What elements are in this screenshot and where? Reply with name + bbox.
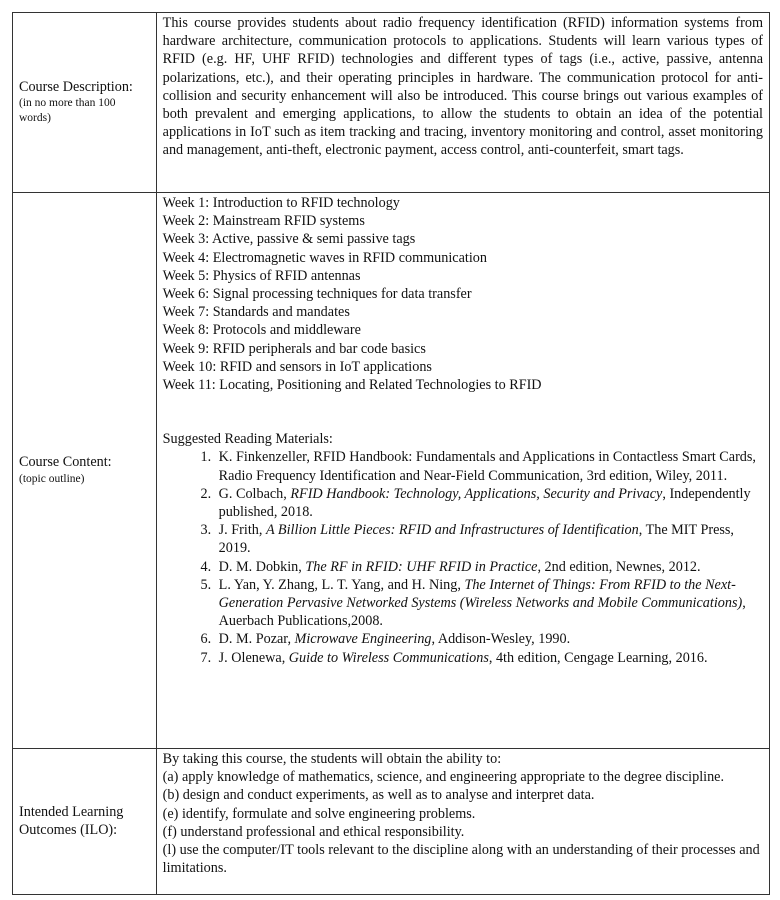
content-label-cell bbox=[13, 193, 157, 749]
content-sublabel: (topic outline) bbox=[19, 472, 85, 485]
ilo-label: Intended Learning Outcomes (ILO): bbox=[19, 803, 124, 838]
week-item: Week 4: Electromagnetic waves in RFID communication bbox=[162, 249, 487, 266]
reference-text: J. Olenewa, bbox=[218, 649, 289, 666]
ilo-item: (l) use the computer/IT tools relevant to the discipline along with an understanding of their processes and limitations. bbox=[162, 842, 760, 877]
reference-text: , 4th edition, Cengage Learning, 2016. bbox=[488, 649, 708, 666]
reference-title: Microwave Engineering bbox=[294, 631, 432, 648]
week-item: Week 6: Signal processing techniques for data transfer bbox=[162, 286, 472, 303]
reference-item bbox=[215, 448, 763, 484]
reference-text: K. Finkenzeller, RFID Handbook: Fundamentals and Applications in Contactless Smart Cards, Radio Frequency Identification and Near-Field Communication, 3rd edition, Wiley, 2011. bbox=[218, 449, 756, 484]
reference-item bbox=[215, 630, 763, 648]
week-item: Week 5: Physics of RFID antennas bbox=[162, 267, 361, 284]
reference-text: , 2nd edition, Newnes, 2012. bbox=[537, 558, 701, 575]
week-list bbox=[163, 194, 763, 394]
reference-text: , Independently published, 2018. bbox=[218, 485, 751, 521]
week-item: Week 9: RFID peripherals and bar code basics bbox=[162, 340, 426, 357]
reference-title: The Internet of Things: From RFID to the Next-Generation Pervasive Networked Systems (Wireless Networks and Mobile Communications) bbox=[218, 576, 743, 612]
description-cell bbox=[156, 13, 769, 193]
ilo-label-cell bbox=[13, 749, 157, 895]
content-cell bbox=[156, 193, 769, 749]
week-item: Week 2: Mainstream RFID systems bbox=[162, 213, 365, 230]
reading-list bbox=[163, 448, 763, 666]
description-label: Course Description: bbox=[19, 78, 133, 95]
reference-item bbox=[215, 558, 763, 576]
reference-text: , Addison-Wesley, 1990. bbox=[431, 631, 571, 648]
reference-title: Guide to Wireless Communications bbox=[288, 649, 489, 666]
reference-item bbox=[215, 485, 763, 521]
course-table bbox=[12, 12, 770, 895]
description-row bbox=[13, 13, 770, 193]
week-item: Week 8: Protocols and middleware bbox=[162, 322, 361, 339]
reference-text: L. Yan, Y. Zhang, L. T. Yang, and H. Ning, bbox=[218, 576, 465, 593]
reading-title: Suggested Reading Materials: bbox=[162, 431, 333, 448]
description-text: This course provides students about radio frequency identification (RFID) information systems from hardware architecture, communication protocols to applications. Students will learn various types of RFID (e.g. HF, UHF RFID) technologies and different types of tags (i.e., active, passive, antenna polarizations, etc.), and their operating principles in hardware. The communication protocol for anti-collision and security enhancement will also be introduced. This course brings out various examples of both prevalent and emerging applications, to allow the students to obtain an idea of the potential applications in IoT such as item tracking and tracing, inventory monitoring and control, asset monitoring and management, anti-theft, electronic payment, access control, anti-counterfeit, smart tags. bbox=[162, 15, 763, 159]
reference-item bbox=[215, 576, 763, 631]
week-item: Week 1: Introduction to RFID technology bbox=[162, 195, 400, 211]
week-item: Week 10: RFID and sensors in IoT applications bbox=[162, 358, 432, 375]
week-item: Week 7: Standards and mandates bbox=[162, 304, 350, 321]
week-item: Week 11: Locating, Positioning and Related Technologies to RFID bbox=[162, 377, 542, 394]
ilo-intro: By taking this course, the students will obtain the ability to: bbox=[162, 751, 502, 767]
ilo-item: (f) understand professional and ethical responsibility. bbox=[162, 823, 465, 840]
ilo-cell bbox=[156, 749, 769, 895]
description-sublabel: (in no more than 100 words) bbox=[19, 97, 116, 125]
reference-title: The RF in RFID: UHF RFID in Practice bbox=[305, 558, 538, 575]
description-label-cell bbox=[13, 13, 157, 193]
reference-text: , Auerbach Publications,2008. bbox=[218, 595, 746, 630]
reference-title: RFID Handbook: Technology, Applications, Security and Privacy bbox=[290, 485, 663, 502]
ilo-item: (a) apply knowledge of mathematics, science, and engineering appropriate to the degree discipline. bbox=[162, 769, 725, 786]
week-item: Week 3: Active, passive & semi passive tags bbox=[162, 231, 416, 248]
ilo-item: (b) design and conduct experiments, as well as to analyse and interpret data. bbox=[162, 787, 595, 804]
reference-text: , The MIT Press, 2019. bbox=[218, 522, 734, 557]
reference-text: D. M. Pozar, bbox=[218, 631, 295, 648]
content-row bbox=[13, 193, 770, 749]
ilo-item: (e) identify, formulate and solve engineering problems. bbox=[162, 805, 476, 822]
reference-text: D. M. Dobkin, bbox=[218, 558, 306, 575]
reference-item bbox=[215, 521, 763, 557]
reference-item bbox=[215, 649, 763, 667]
ilo-row bbox=[13, 749, 770, 895]
reference-title: A Billion Little Pieces: RFID and Infrastructures of Identification bbox=[265, 522, 639, 539]
reference-text: G. Colbach, bbox=[218, 485, 291, 502]
spacer bbox=[163, 394, 763, 430]
reference-text: J. Frith, bbox=[218, 522, 266, 539]
content-label: Course Content: bbox=[19, 454, 112, 471]
